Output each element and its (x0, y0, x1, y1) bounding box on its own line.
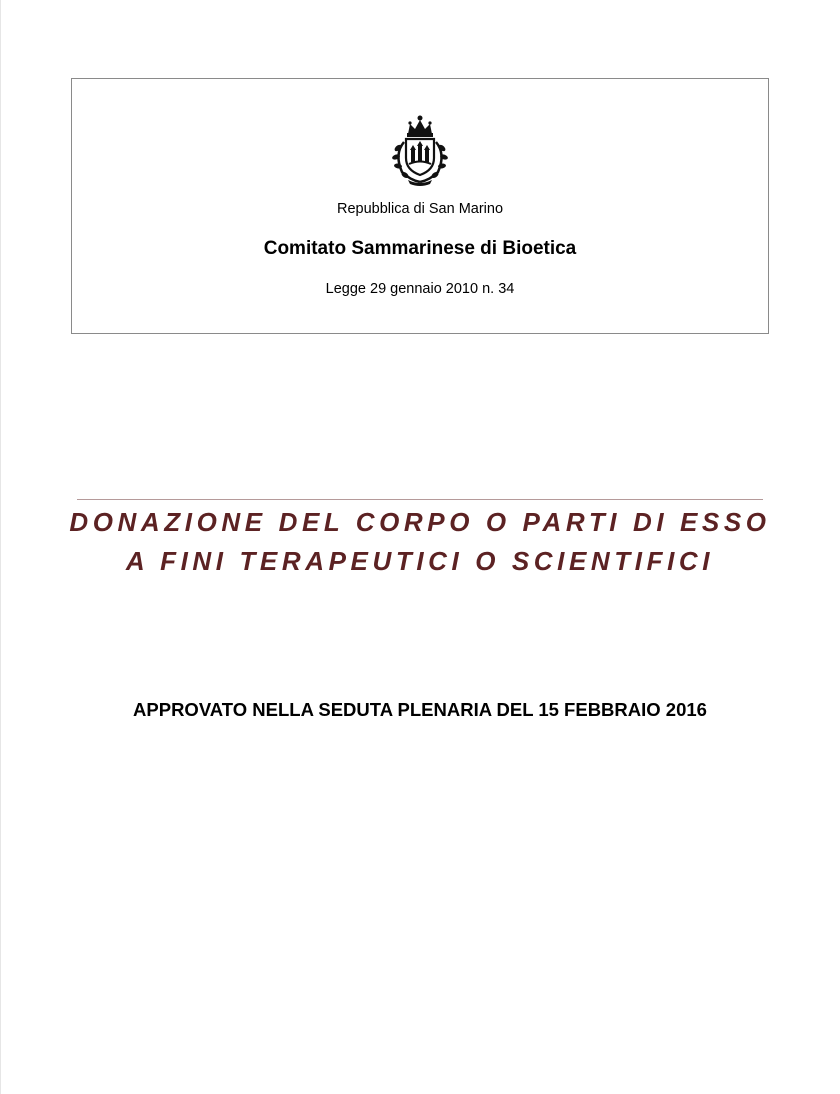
san-marino-coat-of-arms-icon (386, 112, 454, 186)
approval-statement: APPROVATO NELLA SEDUTA PLENARIA DEL 15 FEBBRAIO 2016 (133, 699, 707, 720)
committee-name: Comitato Sammarinese di Bioetica (263, 238, 577, 259)
title-divider (77, 499, 763, 500)
document-title-line-2: A FINI TERAPEUTICI O SCIENTIFICI (125, 546, 715, 576)
law-reference: Legge 29 gennaio 2010 n. 34 (325, 281, 515, 297)
republic-name: Repubblica di San Marino (336, 201, 504, 217)
document-title-line-1: DONAZIONE DEL CORPO O PARTI DI ESSO (69, 507, 771, 537)
